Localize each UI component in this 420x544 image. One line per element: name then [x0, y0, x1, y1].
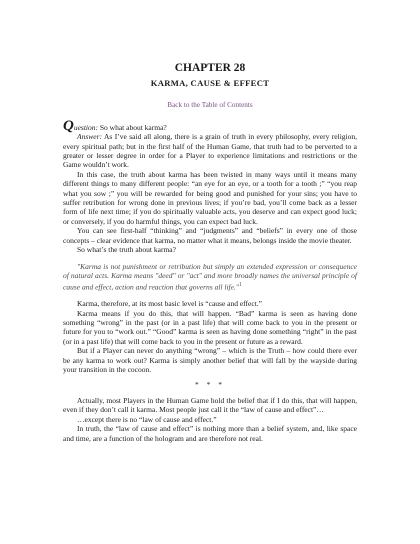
drop-cap: Q — [63, 117, 74, 134]
table-of-contents-link[interactable]: Back to the Table of Contents — [167, 101, 253, 110]
block-quote — [63, 262, 357, 293]
quote-text: "Karma is not punishment or retribution but simply an extended expression or consequence of natural acts. Karma means "deed" or "act" and more broadly names the universal principle of cause and effect, action and reaction that governs all life." — [63, 261, 357, 292]
answer-paragraph — [63, 132, 357, 170]
question-paragraph — [63, 117, 357, 134]
body-paragraph: In this case, the truth about karma has been twisted in many ways until it means many different things to many different people: “an eye for an eye, or a tooth for a tooth ;” “you reap what you sow ;” you will be rewarded for being good and punished for your sins; you have to suffer retribution for wrong done in previous lives; if you’re bad, you’ll come back as a lesser form of life next time; if you do spiritually valuable acts, you deserve and can expect good luck; or conversely, if you do harmful things, you can expect bad luck. — [63, 169, 357, 226]
chapter-title: KARMA, CAUSE & EFFECT — [150, 78, 270, 88]
body-paragraph: Actually, most Players in the Human Game hold the belief that if I do this, that will happen, even if they don’t call it karma. Most people just call it the “law of cause and effect”… — [63, 395, 357, 415]
body-paragraph: So what’s the truth about karma? — [77, 245, 176, 255]
body-paragraph: Karma means if you do this, that will happen. “Bad” karma is seen as having done something “wrong” in the past (or in a past life) that will come back to you in the present or future for you to “work out.” “Good” karma is seen as having done something “right” in the past (or in a past life) that will come back to you in the present or future as a reward. — [63, 308, 357, 346]
body-paragraph: In truth, the “law of cause and effect” is nothing more than a belief system, and, like space and time, are a function of the hologram and are therefore not real. — [63, 424, 357, 443]
footnote-link[interactable]: 1 — [238, 281, 243, 289]
body-paragraph: Karma, therefore, at its most basic level is “cause and effect.” — [77, 299, 262, 309]
body-paragraph: You can see first-half “thinking” and “judgments” and “beliefs” in every one of those concepts – clear evidence that karma, no matter what it means, belongs inside the movie theater. — [63, 226, 357, 245]
document-page — [63, 62, 357, 443]
body-paragraph: …except there is no “law of cause and effect.” — [77, 414, 217, 424]
section-separator: * * * — [195, 380, 225, 390]
question-text: So what about karma? — [98, 122, 167, 132]
answer-text: As I’ve said all along, there is a grain of truth in every philosophy, every religion, every spiritual path; but in the first half of the Human Game, that truth had to be perverted to a greater or lesser degree in order for a Player to experience limitations and restrictions or the Game wouldn’t work. — [63, 132, 357, 170]
answer-label: Answer: — [77, 132, 102, 142]
chapter-number: CHAPTER 28 — [174, 62, 246, 74]
body-paragraph: But if a Player can never do anything “wrong” – which is the Truth – how could there ever be any karma to work out? Karma is simply another belief that will fall by the wayside during your transition in the cocoon. — [63, 346, 357, 375]
question-label: uestion: — [73, 122, 99, 132]
